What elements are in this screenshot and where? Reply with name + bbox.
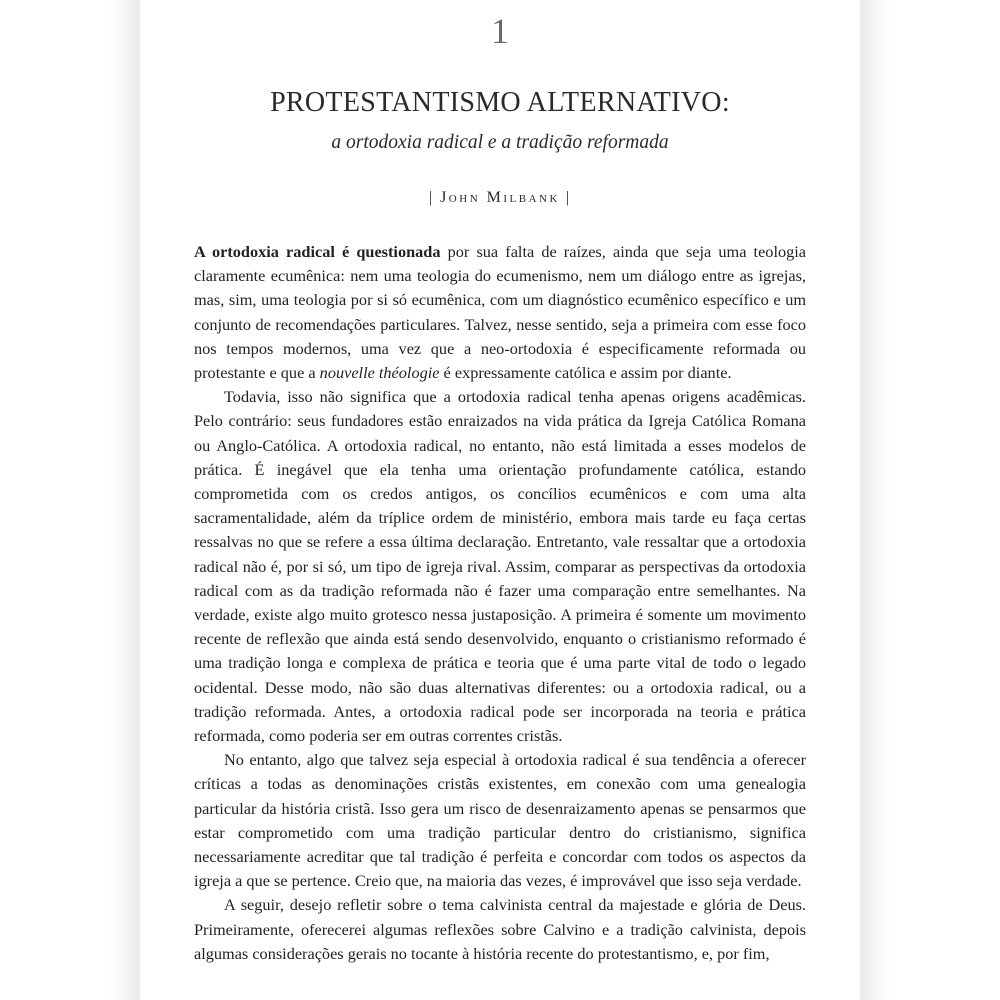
paragraph-3: No entanto, algo que talvez seja especial à ortodoxia radical é sua tendência a oferecer críticas a todas as denominações cristãs existentes, em conexão com uma genealogia particular da história cristã. Isso gera um risco de desenraizamento apenas se pensarmos que estar comprometido com uma tradição particular dentro do cristianismo, significa necessariamente acreditar que tal tradição é perfeita e concordar com todos os aspectos da igreja a que se pertence. Creio que, na maioria das vezes, é improvável que isso seja verdade.: [194, 750, 806, 891]
paragraph-1-text-a: por sua falta de raízes, ainda que seja uma teologia claramente ecumênica: nem uma teologia do ecumenismo, nem um diálogo entre as igrejas, mas, sim, uma teologia por si só ecumênica, com um diagnóstico ecumênico específico e um conjunto de recomendações particulares. Talvez, nesse sentido, seja a primeira com esse foco nos tempos modernos, uma vez que a neo-ortodoxia é especificamente reformada ou protestante e que a: [194, 242, 807, 383]
author-line: [150, 189, 850, 207]
paragraph-1-lead: A ortodoxia radical é questionada: [194, 242, 441, 261]
author-bracket-open: |: [428, 189, 441, 206]
paragraph-2: Todavia, isso não significa que a ortodoxia radical tenha apenas origens acadêmicas. Pelo contrário: seus fundadores estão enraizados na vida prática da Igreja Católica Romana ou Anglo-Católica. A ortodoxia radical, no entanto, não está limitada a esses modelos de prática. É inegável que ela tenha uma orientação profundamente católica, estando comprometida com os credos antigos, os concílios ecumênicos e com uma alta sacramentalidade, além da tríplice ordem de ministério, embora mais tarde eu faça certas ressalvas no que se refere a essa última declaração. Entretanto, vale ressaltar que a ortodoxia radical não é, por si só, um tipo de igreja rival. Assim, comparar as perspectivas da ortodoxia radical com as da tradição reformada não é fazer uma comparação entre semelhantes. Na verdade, existe algo muito grotesco nessa justaposição. A primeira é somente um movimento recente de reflexão que ainda está sendo desenvolvido, enquanto o cristianismo reformado é uma tradição longa e complexa de prática e teoria que é uma parte vital de todo o legado ocidental. Desse modo, não são duas alternativas diferentes: ou a ortodoxia radical, ou a tradição reformada. Antes, a ortodoxia radical pode ser incorporada na teoria e prática reformada, como poderia ser em outras correntes cristãs.: [194, 387, 806, 746]
paragraph-1-text-b: é expressamente católica e assim por diante.: [439, 363, 732, 383]
paragraph-1: [194, 240, 806, 385]
body-text: [194, 240, 806, 966]
chapter-number: 1: [491, 11, 509, 51]
chapter-subtitle: a ortodoxia radical e a tradição reformada: [331, 132, 669, 153]
author-name: John Milbank: [440, 189, 560, 206]
author-bracket-close: |: [559, 189, 572, 206]
paragraph-4: A seguir, desejo refletir sobre o tema calvinista central da majestade e glória de Deus. Primeiramente, oferecerei algumas reflexões sobre Calvino e a tradição calvinista, depois algumas considerações gerais no tocante à história recente do protestantismo, e, por fim,: [194, 895, 806, 963]
book-page: [150, 0, 850, 1000]
chapter-title: PROTESTANTISMO ALTERNATIVO:: [270, 87, 730, 118]
paragraph-1-italic: nouvelle théologie: [319, 363, 440, 383]
